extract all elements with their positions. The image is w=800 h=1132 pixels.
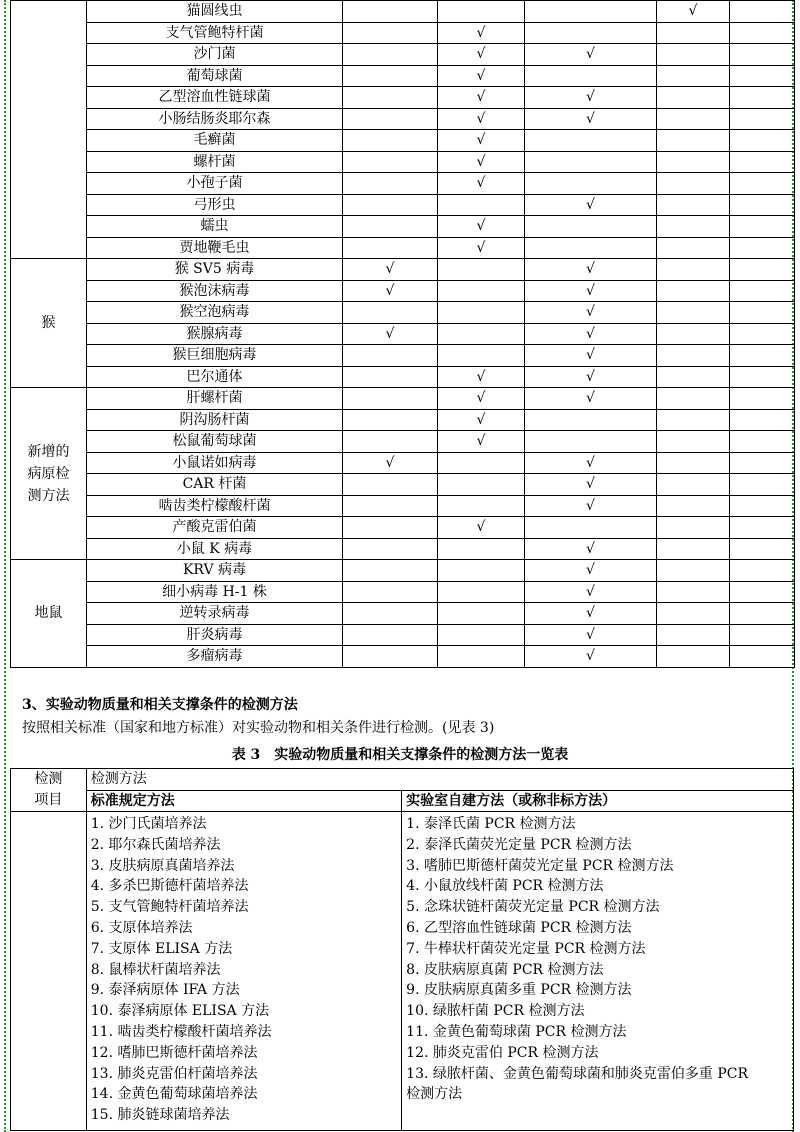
col-header-lab: 实验室自建方法（或称非标方法）: [402, 790, 794, 812]
pathogen-name: 小肠结肠炎耶尔森: [87, 108, 343, 130]
method-check-cell: [525, 431, 657, 453]
table-row: [11, 388, 795, 410]
method-check-cell: √: [525, 87, 657, 109]
list-item: 9. 泰泽病原体 IFA 方法: [90, 982, 240, 999]
method-check-cell: [730, 646, 795, 668]
method-check-cell: [730, 130, 795, 152]
pathogen-name: 逆转录病毒: [87, 603, 343, 625]
method-check-cell: [343, 216, 438, 238]
list-item: 5. 支气管鲍特杆菌培养法: [90, 899, 249, 916]
method-check-cell: [657, 65, 730, 87]
method-check-cell: [343, 388, 438, 410]
pathogen-name: 猴巨细胞病毒: [87, 345, 343, 367]
table-row: [11, 87, 795, 109]
method-check-cell: [657, 538, 730, 560]
pathogen-name: 肝螺杆菌: [87, 388, 343, 410]
list-item: 11. 金黄色葡萄球菌 PCR 检测方法: [406, 1023, 627, 1040]
pathogen-name: 贾地鞭毛虫: [87, 237, 343, 259]
table-row: [11, 538, 795, 560]
group-label-line: 病原检: [27, 465, 70, 482]
method-check-cell: [730, 1, 795, 23]
pathogen-name: 支气管鲍特杆菌: [87, 22, 343, 44]
table-row: [11, 130, 795, 152]
group-label-line: 测方法: [27, 487, 70, 504]
table-row: [11, 65, 795, 87]
method-check-cell: [343, 130, 438, 152]
method-check-cell: [730, 345, 795, 367]
list-item: 2. 泰泽氏菌荧光定量 PCR 检测方法: [406, 836, 632, 853]
method-check-cell: [438, 495, 525, 517]
col-header-item-line1: 检测: [34, 771, 63, 787]
list-item: 7. 牛棒状杆菌荧光定量 PCR 检测方法: [406, 940, 646, 957]
method-check-cell: [657, 474, 730, 496]
pathogen-name: 猴空泡病毒: [87, 302, 343, 324]
table-row: [11, 495, 795, 517]
method-check-cell: [343, 409, 438, 431]
list-item: 1. 泰泽氏菌 PCR 检测方法: [406, 816, 576, 832]
method-check-cell: [343, 474, 438, 496]
method-check-cell: [730, 624, 795, 646]
method-check-cell: [730, 366, 795, 388]
method-check-cell: [343, 87, 438, 109]
group-label: 地鼠: [11, 560, 87, 668]
method-check-cell: [525, 517, 657, 539]
col-header-method: 检测方法: [86, 769, 793, 791]
method-check-cell: [525, 409, 657, 431]
table3: [10, 768, 794, 1131]
table-row: [11, 603, 795, 625]
list-item: 8. 皮肤病原真菌 PCR 检测方法: [406, 961, 604, 978]
method-check-cell: [438, 624, 525, 646]
table-row: [11, 280, 795, 302]
table-row: [11, 216, 795, 238]
method-check-cell: [730, 259, 795, 281]
table-row: [11, 581, 795, 603]
list-item: 13. 绿脓杆菌、金黄色葡萄球菌和肺炎克雷伯多重 PCR: [406, 1065, 749, 1082]
method-check-cell: [657, 431, 730, 453]
method-check-cell: [343, 366, 438, 388]
method-check-cell: [730, 495, 795, 517]
table-row: [11, 151, 795, 173]
method-check-cell: √: [525, 538, 657, 560]
table-row: [11, 194, 795, 216]
method-check-cell: [438, 345, 525, 367]
method-check-cell: [343, 581, 438, 603]
table-row: [11, 44, 795, 66]
method-check-cell: √: [525, 345, 657, 367]
method-check-cell: √: [525, 581, 657, 603]
list-item: 14. 金黄色葡萄球菌培养法: [90, 1086, 258, 1103]
pathogen-name: 螺杆菌: [87, 151, 343, 173]
pathogen-name: 毛癣菌: [87, 130, 343, 152]
method-check-cell: [343, 108, 438, 130]
method-check-cell: [730, 108, 795, 130]
method-check-cell: √: [438, 173, 525, 195]
method-check-cell: [657, 237, 730, 259]
pathogen-detection-table: [10, 0, 795, 668]
method-check-cell: √: [343, 323, 438, 345]
method-check-cell: √: [525, 108, 657, 130]
table-row: [11, 345, 795, 367]
method-check-cell: √: [438, 388, 525, 410]
table-row: [11, 1, 795, 23]
list-item: 3. 嗜肺巴斯德杆菌荧光定量 PCR 检测方法: [406, 857, 674, 874]
method-check-cell: [343, 44, 438, 66]
pathogen-name: 弓形虫: [87, 194, 343, 216]
pathogen-name: 多瘤病毒: [87, 646, 343, 668]
method-check-cell: [343, 624, 438, 646]
list-item: 2. 耶尔森氏菌培养法: [90, 836, 221, 853]
method-check-cell: [730, 173, 795, 195]
method-check-cell: [525, 216, 657, 238]
method-check-cell: [438, 194, 525, 216]
pathogen-name: 巴尔通体: [87, 366, 343, 388]
pathogen-name: 松鼠葡萄球菌: [87, 431, 343, 453]
pathogen-name: 产酸克雷伯菌: [87, 517, 343, 539]
table-row: [11, 108, 795, 130]
method-check-cell: √: [525, 259, 657, 281]
method-check-cell: [657, 108, 730, 130]
method-check-cell: [343, 495, 438, 517]
list-item: 4. 小鼠放线杆菌 PCR 检测方法: [406, 878, 604, 895]
table-row: [11, 22, 795, 44]
method-check-cell: [525, 1, 657, 23]
method-check-cell: [657, 216, 730, 238]
method-check-cell: [657, 388, 730, 410]
method-check-cell: [343, 173, 438, 195]
pathogen-name: 阴沟肠杆菌: [87, 409, 343, 431]
method-check-cell: √: [525, 302, 657, 324]
method-check-cell: [657, 87, 730, 109]
pathogen-name: 猫圆线虫: [87, 1, 343, 23]
method-check-cell: [657, 517, 730, 539]
method-check-cell: [730, 87, 795, 109]
method-check-cell: [730, 517, 795, 539]
method-check-cell: √: [438, 237, 525, 259]
method-check-cell: √: [438, 65, 525, 87]
method-check-cell: √: [525, 560, 657, 582]
method-check-cell: [657, 302, 730, 324]
list-item: 12. 嗜肺巴斯德杆菌培养法: [90, 1044, 258, 1061]
method-check-cell: [730, 237, 795, 259]
method-check-cell: √: [343, 259, 438, 281]
table3-caption: 表 3 实验动物质量和相关支撑条件的检测方法一览表: [231, 747, 569, 763]
list-item: 8. 鼠棒状杆菌培养法: [90, 961, 221, 978]
method-check-cell: [438, 646, 525, 668]
method-check-cell: [657, 345, 730, 367]
method-check-cell: [438, 452, 525, 474]
method-check-cell: √: [525, 388, 657, 410]
method-check-cell: √: [525, 44, 657, 66]
group-label: [11, 1, 87, 259]
method-check-cell: √: [525, 452, 657, 474]
lab-methods-list: [402, 812, 794, 1131]
method-check-cell: [730, 581, 795, 603]
list-item: 5. 念珠状链杆菌荧光定量 PCR 检测方法: [406, 899, 660, 916]
table-row: [11, 646, 795, 668]
method-check-cell: [730, 151, 795, 173]
method-check-cell: [657, 151, 730, 173]
method-check-cell: √: [525, 194, 657, 216]
method-check-cell: [343, 517, 438, 539]
table-row: [11, 173, 795, 195]
method-check-cell: √: [657, 1, 730, 23]
method-check-cell: [525, 173, 657, 195]
pathogen-name: 猴腺病毒: [87, 323, 343, 345]
table-row: [11, 237, 795, 259]
pathogen-name: 猴 SV5 病毒: [87, 259, 343, 281]
pathogen-name: 小鼠 K 病毒: [87, 538, 343, 560]
table-row: [11, 431, 795, 453]
method-check-cell: [730, 216, 795, 238]
list-item: 7. 支原体 ELISA 方法: [90, 940, 233, 957]
section-title: 3、实验动物质量和相关支撑条件的检测方法: [22, 697, 298, 713]
item-cell: [11, 812, 87, 1131]
method-check-cell: [657, 173, 730, 195]
list-item: 15. 肺炎链球菌培养法: [90, 1107, 230, 1124]
method-check-cell: [438, 560, 525, 582]
method-check-cell: [343, 603, 438, 625]
method-check-cell: [730, 280, 795, 302]
method-check-cell: [525, 22, 657, 44]
group-label: [11, 388, 87, 560]
method-check-cell: [657, 560, 730, 582]
pathogen-name: 蠕虫: [87, 216, 343, 238]
list-item: 9. 皮肤病原真菌多重 PCR 检测方法: [406, 982, 632, 999]
method-check-cell: [730, 560, 795, 582]
method-check-cell: [438, 323, 525, 345]
section-body: 按照相关标准（国家和地方标准）对实验动物和相关条件进行检测。(见表 3): [22, 720, 495, 736]
method-check-cell: [657, 581, 730, 603]
table-row: [11, 259, 795, 281]
method-check-cell: [343, 1, 438, 23]
method-check-cell: [730, 474, 795, 496]
method-check-cell: [657, 452, 730, 474]
list-item: 6. 乙型溶血性链球菌 PCR 检测方法: [406, 919, 632, 936]
list-item: 6. 支原体培养法: [90, 919, 193, 936]
method-check-cell: [730, 603, 795, 625]
method-check-cell: [343, 302, 438, 324]
method-check-cell: [730, 431, 795, 453]
method-check-cell: [438, 259, 525, 281]
method-check-cell: √: [525, 280, 657, 302]
standard-methods-list: [86, 812, 401, 1131]
method-check-cell: √: [438, 216, 525, 238]
method-check-cell: [657, 22, 730, 44]
table-row: [11, 452, 795, 474]
method-check-cell: √: [438, 108, 525, 130]
method-check-cell: [657, 280, 730, 302]
table-row: [11, 560, 795, 582]
pathogen-name: 小孢子菌: [87, 173, 343, 195]
table-row: [11, 323, 795, 345]
method-check-cell: [343, 538, 438, 560]
pathogen-name: 细小病毒 H-1 株: [87, 581, 343, 603]
group-label: 猴: [11, 259, 87, 388]
method-check-cell: [438, 581, 525, 603]
method-check-cell: [438, 1, 525, 23]
method-check-cell: [525, 237, 657, 259]
method-check-cell: [657, 323, 730, 345]
method-check-cell: √: [525, 646, 657, 668]
method-check-cell: √: [438, 44, 525, 66]
table-row: [11, 474, 795, 496]
list-item: 3. 皮肤病原真菌培养法: [90, 857, 235, 874]
method-check-cell: [730, 388, 795, 410]
method-check-cell: [730, 323, 795, 345]
method-check-cell: [730, 302, 795, 324]
pathogen-name: 啮齿类柠檬酸杆菌: [87, 495, 343, 517]
method-check-cell: [343, 151, 438, 173]
method-check-cell: √: [525, 366, 657, 388]
method-check-cell: [730, 452, 795, 474]
method-check-cell: √: [438, 409, 525, 431]
pathogen-name: 肝炎病毒: [87, 624, 343, 646]
method-check-cell: √: [438, 87, 525, 109]
method-check-cell: [657, 130, 730, 152]
method-check-cell: [657, 259, 730, 281]
col-header-item: [11, 769, 87, 812]
table-row: [11, 366, 795, 388]
method-check-cell: √: [525, 603, 657, 625]
pathogen-name: 沙门菌: [87, 44, 343, 66]
list-item: 4. 多杀巴斯德杆菌培养法: [90, 878, 249, 895]
method-check-cell: [343, 560, 438, 582]
method-check-cell: √: [438, 366, 525, 388]
method-check-cell: [343, 345, 438, 367]
method-check-cell: [730, 22, 795, 44]
list-item: 检测方法: [406, 1086, 463, 1103]
method-check-cell: [657, 194, 730, 216]
method-check-cell: [657, 624, 730, 646]
method-check-cell: [730, 538, 795, 560]
method-check-cell: [438, 538, 525, 560]
method-check-cell: √: [343, 280, 438, 302]
method-check-cell: [657, 409, 730, 431]
pathogen-name: 乙型溶血性链球菌: [87, 87, 343, 109]
table-row: [11, 409, 795, 431]
method-check-cell: [657, 44, 730, 66]
method-check-cell: [730, 44, 795, 66]
list-item: 12. 肺炎克雷伯 PCR 检测方法: [406, 1044, 599, 1061]
list-item: 11. 啮齿类柠檬酸杆菌培养法: [90, 1023, 272, 1040]
method-check-cell: [730, 194, 795, 216]
list-item: 13. 肺炎克雷伯杆菌培养法: [90, 1065, 258, 1082]
col-header-item-line2: 项目: [34, 792, 63, 808]
method-check-cell: √: [525, 624, 657, 646]
list-item: 10. 泰泽病原体 ELISA 方法: [90, 1003, 270, 1020]
method-check-cell: √: [438, 22, 525, 44]
method-check-cell: √: [438, 130, 525, 152]
method-check-cell: [525, 130, 657, 152]
method-check-cell: [730, 409, 795, 431]
method-check-cell: [343, 194, 438, 216]
method-check-cell: [525, 151, 657, 173]
method-check-cell: √: [438, 431, 525, 453]
table-row: [11, 624, 795, 646]
method-check-cell: √: [525, 323, 657, 345]
pathogen-name: KRV 病毒: [87, 560, 343, 582]
col-header-standard: 标准规定方法: [86, 790, 401, 812]
method-check-cell: [525, 65, 657, 87]
method-check-cell: [343, 22, 438, 44]
method-check-cell: [730, 65, 795, 87]
method-check-cell: [657, 366, 730, 388]
method-check-cell: [438, 280, 525, 302]
pathogen-name: 小鼠诺如病毒: [87, 452, 343, 474]
table-row: [11, 517, 795, 539]
pathogen-name: CAR 杆菌: [87, 474, 343, 496]
method-check-cell: [343, 431, 438, 453]
method-check-cell: √: [525, 474, 657, 496]
list-item: 1. 沙门氏菌培养法: [90, 816, 207, 832]
pathogen-name: 葡萄球菌: [87, 65, 343, 87]
method-check-cell: [438, 302, 525, 324]
method-check-cell: [343, 646, 438, 668]
method-check-cell: √: [438, 517, 525, 539]
group-label-line: 新增的: [27, 443, 70, 460]
method-check-cell: [343, 237, 438, 259]
method-check-cell: [343, 65, 438, 87]
method-check-cell: [657, 603, 730, 625]
method-check-cell: √: [438, 151, 525, 173]
method-check-cell: √: [525, 495, 657, 517]
table-row: [11, 302, 795, 324]
pathogen-name: 猴泡沫病毒: [87, 280, 343, 302]
method-check-cell: [438, 603, 525, 625]
method-check-cell: [438, 474, 525, 496]
list-item: 10. 绿脓杆菌 PCR 检测方法: [406, 1003, 585, 1020]
method-check-cell: √: [343, 452, 438, 474]
method-check-cell: [657, 646, 730, 668]
method-check-cell: [657, 495, 730, 517]
